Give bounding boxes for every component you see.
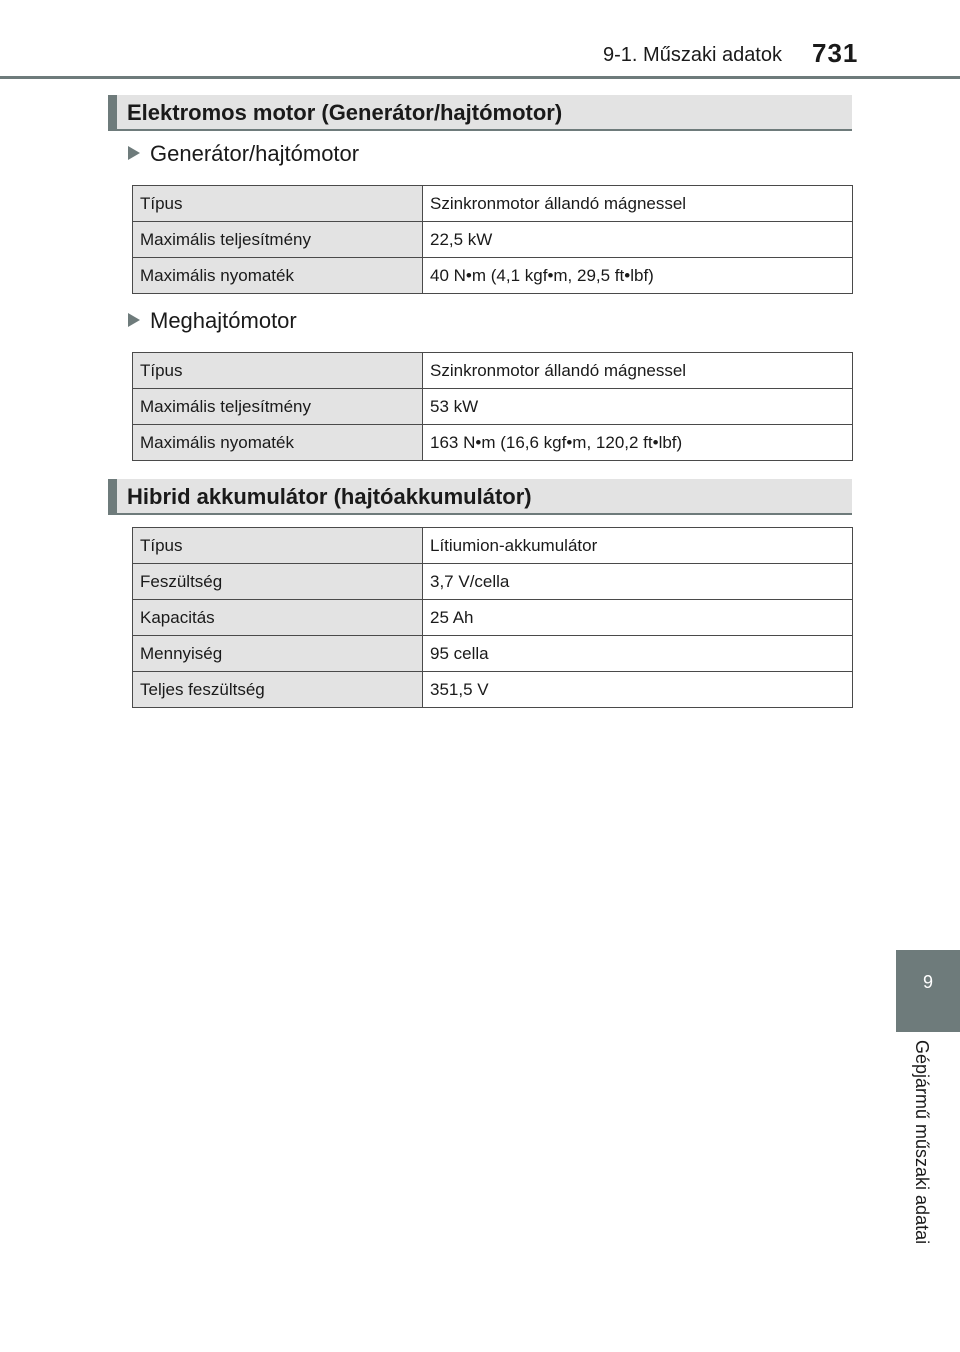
spec-key: Maximális teljesítmény: [133, 389, 423, 425]
subheading-drive-motor: [128, 308, 297, 334]
spec-value: Lítiumion-akkumulátor: [423, 528, 853, 564]
spec-key: Kapacitás: [133, 600, 423, 636]
spec-key: Típus: [133, 353, 423, 389]
table-row: [133, 353, 853, 389]
spec-key: Teljes feszültség: [133, 672, 423, 708]
spec-table-generator: [132, 185, 853, 294]
table-row: [133, 425, 853, 461]
table-row: [133, 258, 853, 294]
spec-value: 53 kW: [423, 389, 853, 425]
spec-value: Szinkronmotor állandó mágnessel: [423, 353, 853, 389]
running-header-section: 9-1. Műszaki adatok: [603, 44, 782, 66]
table-row: [133, 389, 853, 425]
spec-value: 163 N•m (16,6 kgf•m, 120,2 ft•lbf): [423, 425, 853, 461]
spec-key: Feszültség: [133, 564, 423, 600]
spec-table-drive-motor: [132, 352, 853, 461]
triangle-bullet-icon: [128, 146, 140, 160]
chapter-number: 9: [922, 972, 933, 992]
spec-value: 25 Ah: [423, 600, 853, 636]
chapter-tab: [896, 950, 960, 1032]
table-row: [133, 672, 853, 708]
triangle-bullet-icon: [128, 313, 140, 327]
spec-value: 40 N•m (4,1 kgf•m, 29,5 ft•lbf): [423, 258, 853, 294]
spec-value: Szinkronmotor állandó mágnessel: [423, 186, 853, 222]
table-row: [133, 222, 853, 258]
section-title: Elektromos motor (Generátor/hajtómotor): [127, 100, 563, 125]
spec-table-hybrid-battery: [132, 527, 853, 708]
subheading-label: Meghajtómotor: [150, 308, 297, 333]
section-heading-electric-motor: [108, 95, 852, 131]
table-row: [133, 636, 853, 672]
subheading-label: Generátor/hajtómotor: [150, 141, 360, 166]
spec-key: Típus: [133, 528, 423, 564]
spec-value: 22,5 kW: [423, 222, 853, 258]
subheading-generator: [128, 141, 359, 167]
section-heading-hybrid-battery: [108, 479, 852, 515]
spec-key: Típus: [133, 186, 423, 222]
section-title: Hibrid akkumulátor (hajtóakkumulátor): [127, 484, 532, 509]
spec-key: Maximális nyomaték: [133, 258, 423, 294]
spec-value: 351,5 V: [423, 672, 853, 708]
page-number: 731: [812, 38, 859, 68]
spec-value: 95 cella: [423, 636, 853, 672]
spec-key: Maximális nyomaték: [133, 425, 423, 461]
table-row: [133, 600, 853, 636]
table-row: [133, 186, 853, 222]
header-rule: [0, 76, 960, 79]
chapter-label: Gépjármű műszaki adatai: [912, 1040, 932, 1245]
table-row: [133, 564, 853, 600]
table-row: [133, 528, 853, 564]
spec-value: 3,7 V/cella: [423, 564, 853, 600]
spec-key: Mennyiség: [133, 636, 423, 672]
spec-key: Maximális teljesítmény: [133, 222, 423, 258]
